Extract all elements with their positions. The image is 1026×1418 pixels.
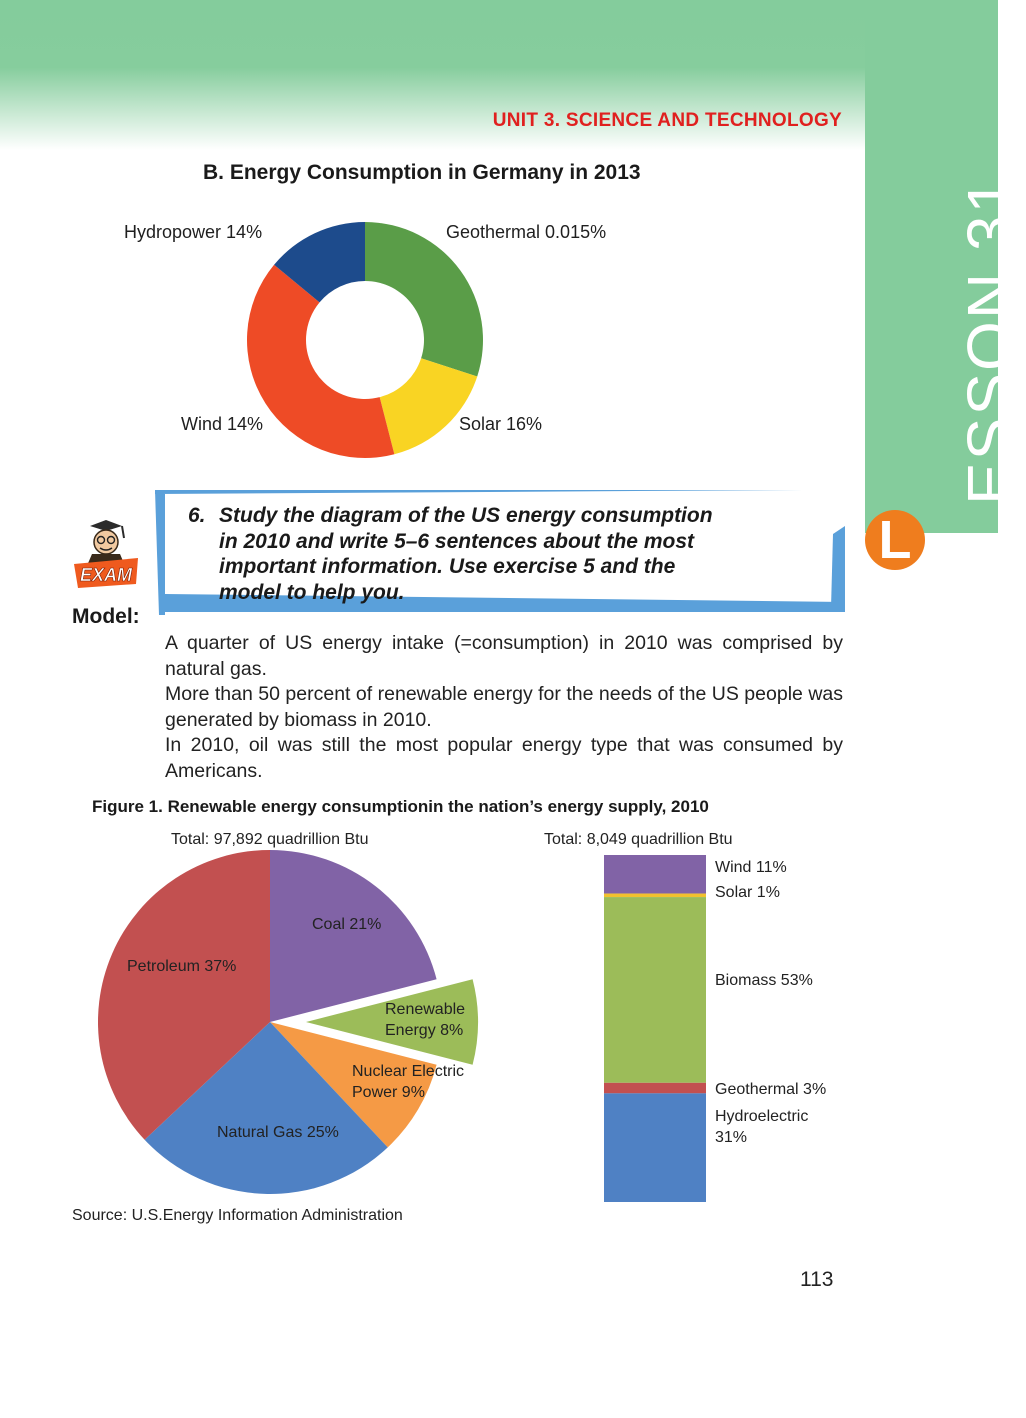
pie-label-natural-gas: Natural Gas 25% [217,1124,339,1141]
bar-segment-hydroelectric [604,1093,706,1202]
bar-label-geothermal: Geothermal 3% [715,1081,827,1098]
unit-title: UNIT 3. SCIENCE AND TECHNOLOGY [492,110,842,131]
bar-segment-geothermal [604,1083,706,1094]
task-line: Study the diagram of the US energy consumption [219,504,713,527]
model-paragraph: A quarter of US energy intake (=consumption) in 2010 was comprised by natural gas. [165,632,843,680]
bar-label-solar: Solar 1% [715,884,780,901]
pie-total-label: Total: 97,892 quadrillion Btu [171,831,369,848]
donut-label-geothermal: Geothermal 0.015% [446,222,607,242]
figure-source: Source: U.S.Energy Information Administration [72,1207,403,1224]
exam-badge-text: EXAM [79,565,133,585]
exam-student-icon [70,518,142,590]
model-label: Model: [72,605,140,628]
donut-slice-geothermal [365,222,483,376]
bar-segment-biomass [604,897,706,1083]
model-paragraph: In 2010, oil was still the most popular energy type that was consumed by Americans. [165,734,843,782]
pie-label-coal: Coal 21% [312,916,382,933]
renewable-stacked-bar [604,855,706,1202]
bar-total-label: Total: 8,049 quadrillion Btu [544,831,733,848]
figure-caption: Figure 1. Renewable energy consumptionin the nation’s energy supply, 2010 [92,797,709,816]
lesson-label: ESSON 31 [954,175,1026,505]
task-line: model to help you. [219,580,405,604]
bar-label-wind: Wind 11% [715,859,787,876]
pie-label-renewable: Renewable Energy 8% [385,1001,466,1039]
task-line: in 2010 and write 5–6 sentences about the most [219,529,694,553]
donut-slice-solar [380,358,478,454]
bar-segment-solar [604,894,706,898]
bar-label-hydroelectric: Hydroelectric 31% [715,1108,809,1146]
model-text [165,631,843,784]
task-number: 6. [188,504,206,527]
model-paragraph: More than 50 percent of renewable energy for the needs of the US people was generated by biomass in 2010. [165,683,843,731]
page-number: 113 [800,1268,834,1291]
pie-label-petroleum: Petroleum 37% [127,958,237,975]
task-instructions [188,503,828,605]
donut-label-wind: Wind 14% [181,414,264,434]
section-b-title: B. Energy Consumption in Germany in 2013 [203,161,641,184]
pie-label-nuclear: Nuclear Electric Power 9% [352,1063,465,1101]
donut-label-solar: Solar 16% [459,414,543,434]
donut-label-hydropower: Hydropower 14% [124,222,263,242]
lesson-letter-badge: L [865,510,925,570]
bar-segment-wind [604,855,706,894]
task-line: important information. Use exercise 5 and the [219,555,676,578]
bar-label-biomass: Biomass 53% [715,972,813,989]
